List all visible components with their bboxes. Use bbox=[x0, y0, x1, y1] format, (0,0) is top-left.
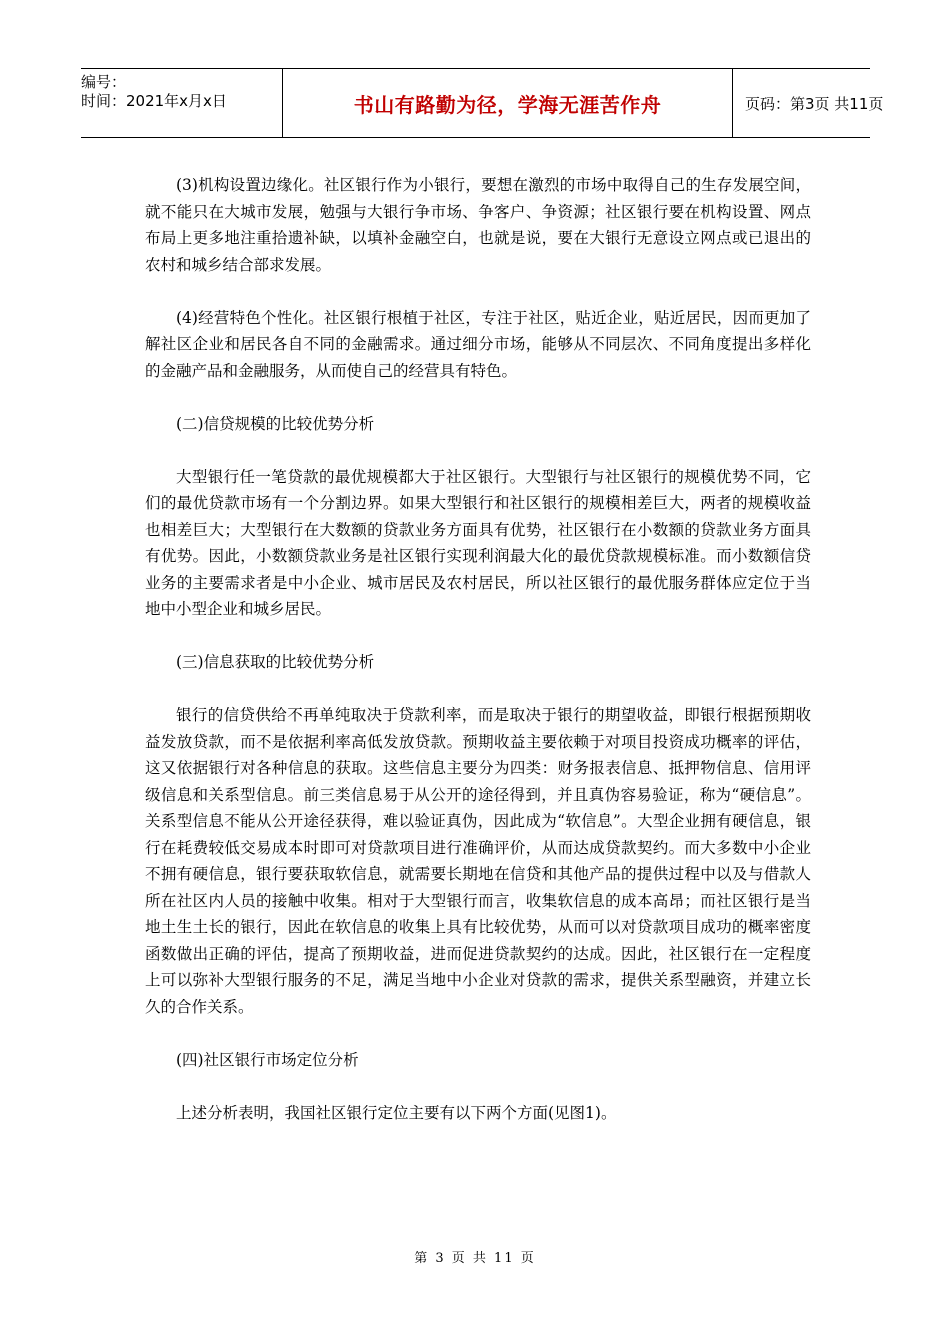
header-page-indicator: 页码：第3页 共11页 bbox=[745, 94, 884, 113]
paragraph: (4)经营特色个性化。社区银行根植于社区，专注于社区，贴近企业，贴近居民，因而更加了解社区企业和居民各自不同的金融需求。通过细分市场，能够从不同层次、不同角度提出多样化的金融产品和金融服务，从而使自己的经营具有特色。 bbox=[145, 308, 811, 380]
document-body bbox=[145, 172, 811, 1126]
page-footer: 第 3 页 共 11 页 bbox=[414, 1251, 536, 1266]
header-meta bbox=[81, 69, 282, 137]
paragraph: 银行的信贷供给不再单纯取决于贷款利率，而是取决于银行的期望收益，即银行根据预期收益发放贷款，而不是依据利率高低发放贷款。预期收益主要依赖于对项目投资成功概率的评估，这又依据银行对各种信息的获取。这些信息主要分为四类：财务报表信息、抵押物信息、信用评级信息和关系型信息。前三类信息易于从公开的途径得到，并且真伪容易验证，称为“硬信息”。关系型信息不能从公开途径获得，难以验证真伪，因此成为“软信息”。大型企业拥有硬信息，银行在耗费较低交易成本时即可对贷款项目进行准确评价，从而达成贷款契约。而大多数中小企业不拥有硬信息，银行要获取软信息，就需要长期地在信贷和其他产品的提供过程中以及与借款人所在社区内人员的接触中收集。相对于大型银行而言，收集软信息的成本高昂；而社区银行是当地土生土长的银行，因此在软信息的收集上具有比较优势，从而可以对贷款项目成功的概率密度函数做出正确的评估，提高了预期收益，进而促进贷款契约的达成。因此，社区银行在一定程度上可以弥补大型银行服务的不足，满足当地中小企业对贷款的需求，提供关系型融资，并建立长久的合作关系。 bbox=[145, 706, 811, 1016]
header-motto: 书山有路勤为径，学海无涯苦作舟 bbox=[353, 92, 662, 117]
document-date-label: 时间：2021年x月x日 bbox=[81, 92, 227, 110]
paragraph: (3)机构设置边缘化。社区银行作为小银行，要想在激烈的市场中取得自己的生存发展空间，就不能只在大城市发展，勉强与大银行争市场、争客户、争资源；社区银行要在机构设置、网点布局上更多地注重拾遗补缺，以填补金融空白，也就是说，要在大银行无意设立网点或已退出的农村和城乡结合部求发展。 bbox=[145, 176, 811, 274]
document-number-label: 编号： bbox=[81, 73, 127, 91]
page-header bbox=[81, 68, 884, 138]
paragraph: 上述分析表明，我国社区银行定位主要有以下两个方面(见图1)。 bbox=[176, 1103, 617, 1122]
section-heading: (四)社区银行市场定位分析 bbox=[176, 1050, 359, 1069]
section-heading: (二)信贷规模的比较优势分析 bbox=[176, 414, 375, 433]
section-heading: (三)信息获取的比较优势分析 bbox=[176, 653, 375, 671]
header-motto-cell bbox=[282, 69, 733, 137]
paragraph: 大型银行任一笔贷款的最优规模都大于社区银行。大型银行与社区银行的规模优势不同，它们的最优贷款市场有一个分割边界。如果大型银行和社区银行的规模相差巨大，两者的规模收益也相差巨大；大型银行在大数额的贷款业务方面具有优势，社区银行在小数额的贷款业务方面具有优势。因此，小数额贷款业务是社区银行实现利润最大化的最优贷款规模标准。而小数额信贷业务的主要需求者是中小企业、城市居民及农村居民，所以社区银行的最优服务群体应定位于当地中小型企业和城乡居民。 bbox=[145, 467, 811, 618]
